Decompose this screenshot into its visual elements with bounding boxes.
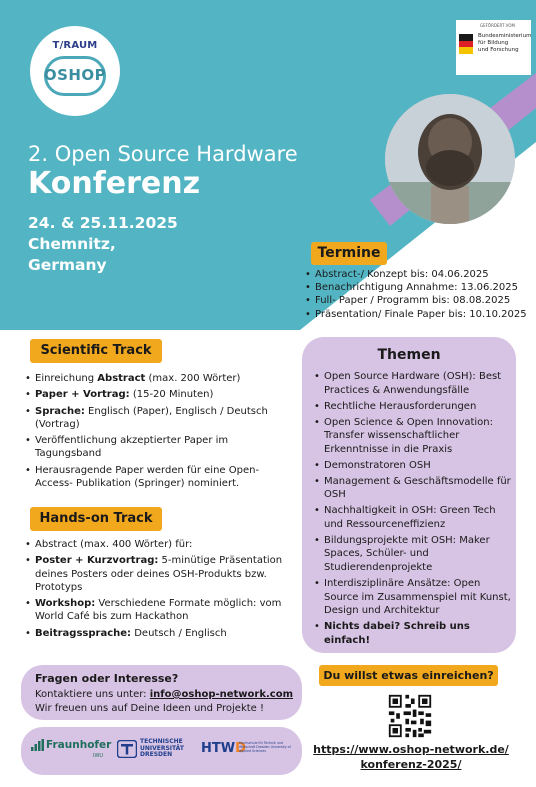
german-flag-icon — [459, 34, 473, 54]
scientific-track-heading: Scientific Track — [30, 339, 162, 363]
ministry-name: Bundesministerium für Bildung und Forschung — [478, 33, 532, 53]
karl-marx-monument-image — [385, 94, 515, 224]
contact-panel — [21, 665, 302, 720]
fraunhofer-institute: IWU — [93, 753, 104, 759]
conference-date-location — [28, 213, 178, 276]
list-item: • Open Science & Open Innovation: Transfer wissenschaftlicher Erkenntnisse in die Praxis — [312, 416, 512, 457]
list-item: • Benachrichtigung Annahme: 13.06.2025 — [303, 281, 527, 294]
ministry-funded-by: GEFÖRDERT VOM — [480, 23, 515, 28]
tu-dresden-name: TECHNISCHE UNIVERSITÄT DRESDEN — [140, 738, 184, 758]
conference-title: Konferenz — [28, 166, 201, 201]
themen-closing: Nichts dabei? Schreib uns einfach! — [324, 621, 470, 646]
list-item: • Einreichung Abstract (max. 200 Wörter) — [23, 372, 288, 385]
tiraum-logo: T/RAUM — [52, 40, 98, 51]
list-item: • Rechtliche Herausforderungen — [312, 400, 512, 414]
ministry-logo — [456, 20, 531, 75]
termine-heading: Termine — [311, 242, 387, 265]
tu-dresden-mark-icon — [117, 740, 137, 758]
list-item: • Open Source Hardware (OSH): Best Practices & Anwendungsfälle — [312, 370, 512, 397]
list-item: • Herausragende Paper werden für eine Open-Access- Publikation (Springer) nominiert. — [23, 464, 288, 491]
contact-question: Fragen oder Interesse? — [35, 672, 179, 685]
list-item: • Präsentation/ Finale Paper bis: 10.10.2025 — [303, 308, 527, 321]
list-item: • Abstract-/ Konzept bis: 04.06.2025 — [303, 268, 527, 281]
list-item: • Beitragssprache: Deutsch / Englisch — [23, 627, 288, 640]
contact-email-link[interactable]: info@oshop-network.com — [149, 689, 294, 700]
hands-on-track-list — [23, 538, 288, 643]
list-item: • Interdisziplinäre Ansätze: Open Source im Zusammenspiel mit Kunst, Design und Architektur — [312, 577, 512, 618]
list-item: • Full- Paper / Programm bis: 08.08.2025 — [303, 294, 527, 307]
submit-heading: Du willst etwas einreichen? — [319, 665, 498, 686]
list-item: • Management & Geschäftsmodelle für OSH — [312, 475, 512, 502]
list-item: • Sprache: Englisch (Paper), Englisch / Deutsch (Vortrag) — [23, 405, 288, 432]
list-item: • Paper + Vortrag: (15-20 Minuten) — [23, 388, 288, 401]
list-item — [312, 620, 512, 647]
themen-panel — [302, 337, 516, 653]
oshop-logo — [30, 26, 120, 116]
monument-photo — [385, 94, 515, 224]
themen-list — [312, 370, 512, 650]
oshop-logo-text: OSHOP — [43, 66, 107, 84]
list-item: • Poster + Kurzvortrag: 5-minütige Präsentation deines Posters oder deines OSH-Produkts bzw. Prototyps — [23, 554, 288, 594]
list-item: • Veröffentlichung akzeptierter Paper im Tagungsband — [23, 434, 288, 461]
htw-logo: HTWD — [201, 741, 246, 756]
conference-city: Chemnitz, — [28, 235, 116, 253]
list-item: • Bildungsprojekte mit OSH: Maker Spaces, Schüler- und Studierendenprojekte — [312, 534, 512, 575]
list-item: • Demonstratoren OSH — [312, 459, 512, 473]
list-item: • Abstract (max. 400 Wörter) für: — [23, 538, 288, 551]
fraunhofer-name: Fraunhofer — [46, 739, 112, 751]
header-banner — [0, 0, 536, 330]
conference-date: 24. & 25.11.2025 — [28, 214, 178, 232]
htw-full-name: Hochschule für Technik und Wirtschaft Dresden University of Applied Sciences — [239, 741, 291, 753]
conference-country: Germany — [28, 256, 107, 274]
themen-heading: Themen — [377, 347, 441, 363]
qr-code-icon[interactable] — [387, 693, 433, 739]
list-item: • Nachhaltigkeit in OSH: Green Tech und Ressourceneffizienz — [312, 504, 512, 531]
fraunhofer-mark-icon — [31, 739, 45, 751]
conference-url-link[interactable]: https://www.oshop-network.de/ konferenz-2025/ — [313, 743, 509, 771]
partner-logos — [21, 727, 302, 775]
termine-list — [303, 268, 527, 321]
list-item: • Workshop: Verschiedene Formate möglich: vom World Café bis zum Hackathon — [23, 597, 288, 624]
contact-line: Kontaktiere uns unter: info@oshop-network.com — [35, 689, 294, 700]
hands-on-track-heading: Hands-on Track — [30, 507, 162, 531]
contact-closing: Wir freuen uns auf Deine Ideen und Projekte ! — [35, 703, 265, 714]
conference-subtitle: 2. Open Source Hardware — [28, 142, 298, 166]
scientific-track-list — [23, 372, 288, 493]
